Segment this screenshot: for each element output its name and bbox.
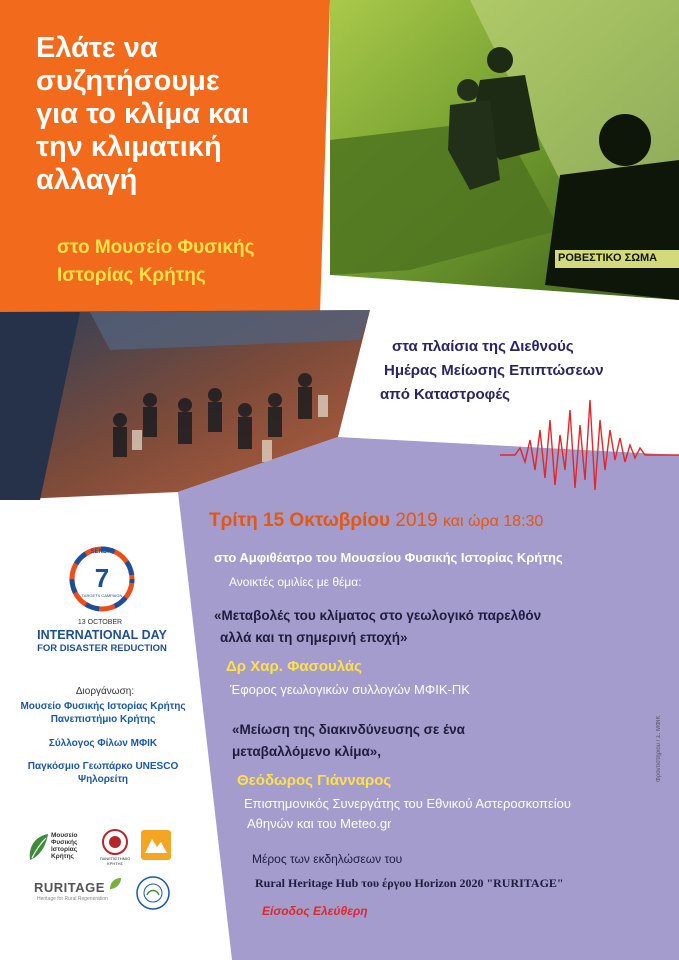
mfik-leaf-icon: [26, 832, 50, 862]
organizer-line: Πανεπιστήμιο Κρήτης: [50, 714, 156, 725]
event-venue: στο Αμφιθέατρο του Μουσείου Φυσικής Ιστορίας Κρήτης: [214, 550, 563, 565]
event-context: [380, 335, 670, 407]
talk-speaker-role: [230, 680, 470, 700]
sendai-campaign-text: TARGETS CAMPAIGN: [81, 593, 123, 598]
ruritage-hub-text: Rural Heritage Hub του έργου Horizon 2020 "RURITAGE": [255, 876, 564, 890]
role-line: Έφορος γεωλογικών συλλογών ΜΦΙΚ-ΠΚ: [230, 682, 470, 697]
sendai-date: 13 OCTOBER: [77, 619, 123, 626]
association-emblem-icon: [135, 875, 171, 911]
organizer-line: Παγκόσμιο Γεωπάρκο UNESCO: [27, 761, 179, 772]
context-line: στα πλαίσια της Διεθνούς: [392, 338, 574, 355]
sendai-number: 7: [94, 563, 110, 593]
title-line: την κλιματική: [36, 131, 222, 163]
talk-speaker: Δρ Χαρ. Φασουλάς: [226, 658, 362, 675]
free-entry-label: Είσοδος Ελεύθερη: [262, 904, 368, 918]
title-line: Ελάτε να: [36, 32, 158, 64]
role-line: Αθηνών και του Meteo.gr: [247, 816, 392, 831]
organization-label: Διοργάνωση:: [75, 686, 135, 697]
university-name: ΠΑΝΕΠΙΣΤΗΜΙΟ ΚΡΗΤΗΣ: [99, 856, 131, 866]
event-time: και ώρα 18:30: [442, 513, 544, 530]
geopark-icon: [140, 829, 172, 861]
friends-association-logo: [135, 875, 171, 911]
talk-title: [214, 605, 541, 649]
organizer-line: Ψηλορείτη: [77, 774, 129, 785]
talk-title-line: «Μείωση της διακινδύνευσης σε ένα: [232, 722, 465, 737]
subtitle-line: Ιστορίας Κρήτης: [57, 265, 206, 286]
talk-title: [232, 719, 465, 763]
organizer: [18, 760, 188, 786]
sendai-logo: [68, 545, 136, 613]
event-date: [209, 510, 543, 532]
organizer: [18, 700, 188, 726]
subtitle-line: στο Μουσείο Φυσικής: [57, 237, 255, 258]
context-line: Ημέρας Μείωσης Επιπτώσεων: [384, 362, 604, 379]
topics-label: Ανοικτές ομιλίες με θέμα:: [229, 575, 362, 589]
ruritage-leaf-icon: [108, 877, 122, 891]
mfik-line: Μουσείο: [51, 832, 78, 839]
title-line: αλλαγή: [36, 164, 138, 196]
side-credit: Φροντιστηρίου / Σ. ΜΦΙΚ: [656, 715, 662, 782]
talk-title-line: «Μεταβολές του κλίματος στο γεωλογικό παρελθόν: [214, 608, 542, 623]
ruritage-logo-text: RURITAGE: [34, 880, 105, 895]
university-crete-logo: [100, 828, 130, 868]
vest-caption: ΡΟΒΕΣΤΙΚΟ ΣΩΜΑ: [558, 252, 658, 264]
title-line: για το κλίμα και: [36, 98, 250, 130]
poster-subtitle: [57, 234, 327, 290]
organizer-line: Μουσείο Φυσικής Ιστορίας Κρήτης: [20, 701, 186, 712]
organizer-line: Σύλλογος Φίλων ΜΦΙΚ: [48, 738, 158, 749]
mfik-line: Κρήτης: [51, 853, 74, 860]
poster-title: [36, 32, 336, 197]
sendai-ring-text: SENDAI: [90, 549, 114, 555]
talk-speaker-role: [244, 794, 571, 834]
event-day: Τρίτη 15 Οκτωβρίου: [209, 510, 391, 531]
talk-title-line: μεταβαλλόμενο κλίμα»,: [232, 744, 382, 759]
geopark-logo: [140, 829, 172, 861]
role-line: Επιστημονικός Συνεργάτης του Εθνικού Αστεροσκοπείου: [244, 796, 571, 811]
university-seal-icon: [100, 828, 130, 856]
title-line: συζητήσουμε: [36, 65, 220, 97]
talk-title-line: αλλά και τη σημερινή εποχή»: [220, 630, 408, 645]
mfik-line: Φυσικής: [51, 839, 78, 846]
organizer: [18, 737, 188, 750]
event-year: 2019: [395, 510, 438, 531]
part-of-label: Μέρος των εκδηλώσεων του: [252, 852, 403, 866]
mfik-line: Ιστορίας: [51, 846, 78, 853]
intl-line: INTERNATIONAL DAY: [37, 628, 167, 642]
talk-speaker: Θεόδωρος Γιάνναρος: [237, 772, 392, 789]
international-day-title: [32, 629, 172, 655]
context-line: από Καταστροφές: [380, 386, 510, 403]
ruritage-tagline: Heritage for Rural Regeneration: [37, 896, 108, 902]
intl-line: FOR DISASTER REDUCTION: [37, 643, 167, 654]
